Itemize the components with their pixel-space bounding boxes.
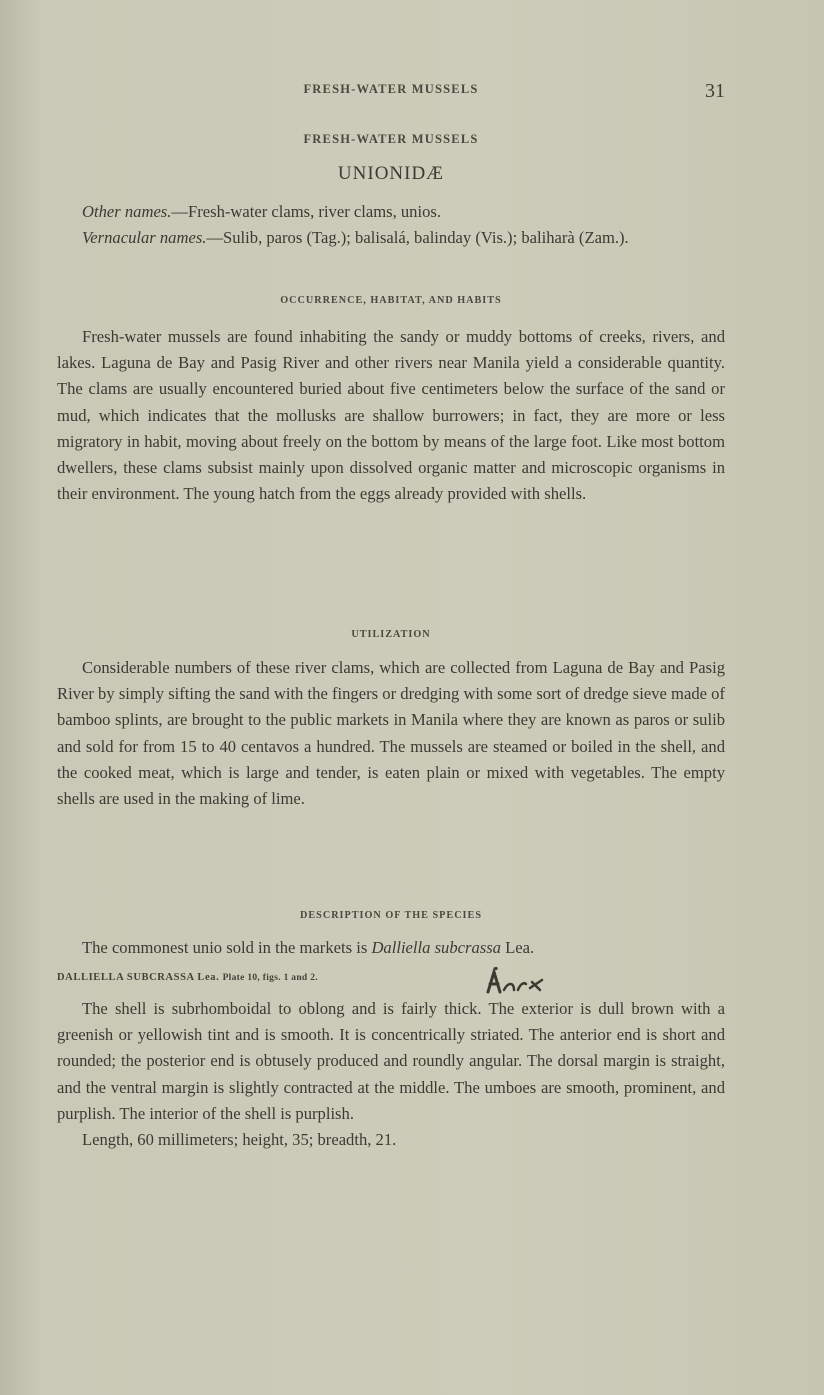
description-intro-text: The commonest unio sold in the markets is	[82, 938, 372, 957]
occurrence-paragraph: Fresh-water mussels are found inhabiting the sandy or muddy bottoms of creeks, rivers, and lakes. Laguna de Bay and Pasig River and other rivers near Manila yield a considerable quantity. The clams are usually encountered buried about five centimeters below the surface of the sand or mud, which indicates that the mollusks are shallow burrowers; in fact, they are more or less migratory in habit, moving about freely on the bottom by means of the large foot. Like most bottom dwellers, these clams subsist mainly upon dissolved organic matter and microscopic organisms in their environment. The young hatch from the eggs already provided with shells.	[57, 327, 725, 504]
description-heading: DESCRIPTION OF THE SPECIES	[300, 910, 482, 921]
species-description: The shell is subrhomboidal to oblong and is fairly thick. The exterior is dull brown with a greenish or yellowish tint and is smooth. It is concentrically striated. The anterior end is short and rounded; the posterior end is obtusely produced and roundly angular. The dorsal margin is straight, and the ventral margin is slightly contracted at the middle. The umboes are smooth, prominent, and purplish. The interior of the shell is purplish.	[57, 999, 725, 1123]
utilization-paragraph: Considerable numbers of these river clams, which are collected from Laguna de Bay and Pasig River by simply sifting the sand with the fingers or dredging with some sort of dredge sieve made of bamboo splints, are brought to the public markets in Manila where they are known as paros or sulib and sold for from 15 to 40 centavos a hundred. The mussels are steamed or boiled in the shell, and the cooked meat, which is large and tender, is eaten plain or mixed with vegetables. The empty shells are used in the making of lime.	[57, 658, 725, 809]
description-intro-tail: Lea.	[500, 938, 535, 957]
occurrence-heading: OCCURRENCE, HABITAT, AND HABITS	[280, 295, 502, 306]
names-block	[57, 199, 725, 251]
species-description-block	[57, 996, 725, 1153]
handwritten-annotation-icon	[484, 966, 546, 998]
section-title: FRESH-WATER MUSSELS	[303, 132, 479, 146]
vernacular-names	[57, 225, 725, 251]
other-names	[57, 199, 725, 225]
other-names-text: —Fresh-water clams, river clams, unios.	[171, 202, 441, 221]
utilization-heading: UTILIZATION	[351, 629, 431, 640]
running-head-title: FRESH-WATER MUSSELS	[303, 82, 479, 96]
description-block	[57, 935, 725, 961]
other-names-label: Other names.	[82, 202, 172, 221]
page-number: 31	[705, 80, 725, 102]
description-intro	[57, 935, 725, 961]
description-intro-species: Dalliella subcrassa	[371, 938, 501, 957]
species-heading	[57, 972, 318, 983]
utilization-block	[57, 655, 725, 812]
species-author: Lea.	[197, 972, 220, 983]
species-name: DALLIELLA SUBCRASSA	[57, 972, 195, 983]
species-measurements: Length, 60 millimeters; height, 35; breadth, 21.	[82, 1130, 397, 1150]
vernacular-names-text: —Sulib, paros (Tag.); balisalá, balinday (Vis.); baliharà (Zam.).	[206, 228, 629, 248]
family-title: UNIONIDÆ	[337, 163, 445, 184]
running-head	[57, 80, 725, 110]
occurrence-block	[57, 324, 725, 507]
vernacular-names-label: Vernacular names.	[82, 228, 207, 248]
species-plate-ref: Plate 10, figs. 1 and 2.	[222, 973, 318, 983]
